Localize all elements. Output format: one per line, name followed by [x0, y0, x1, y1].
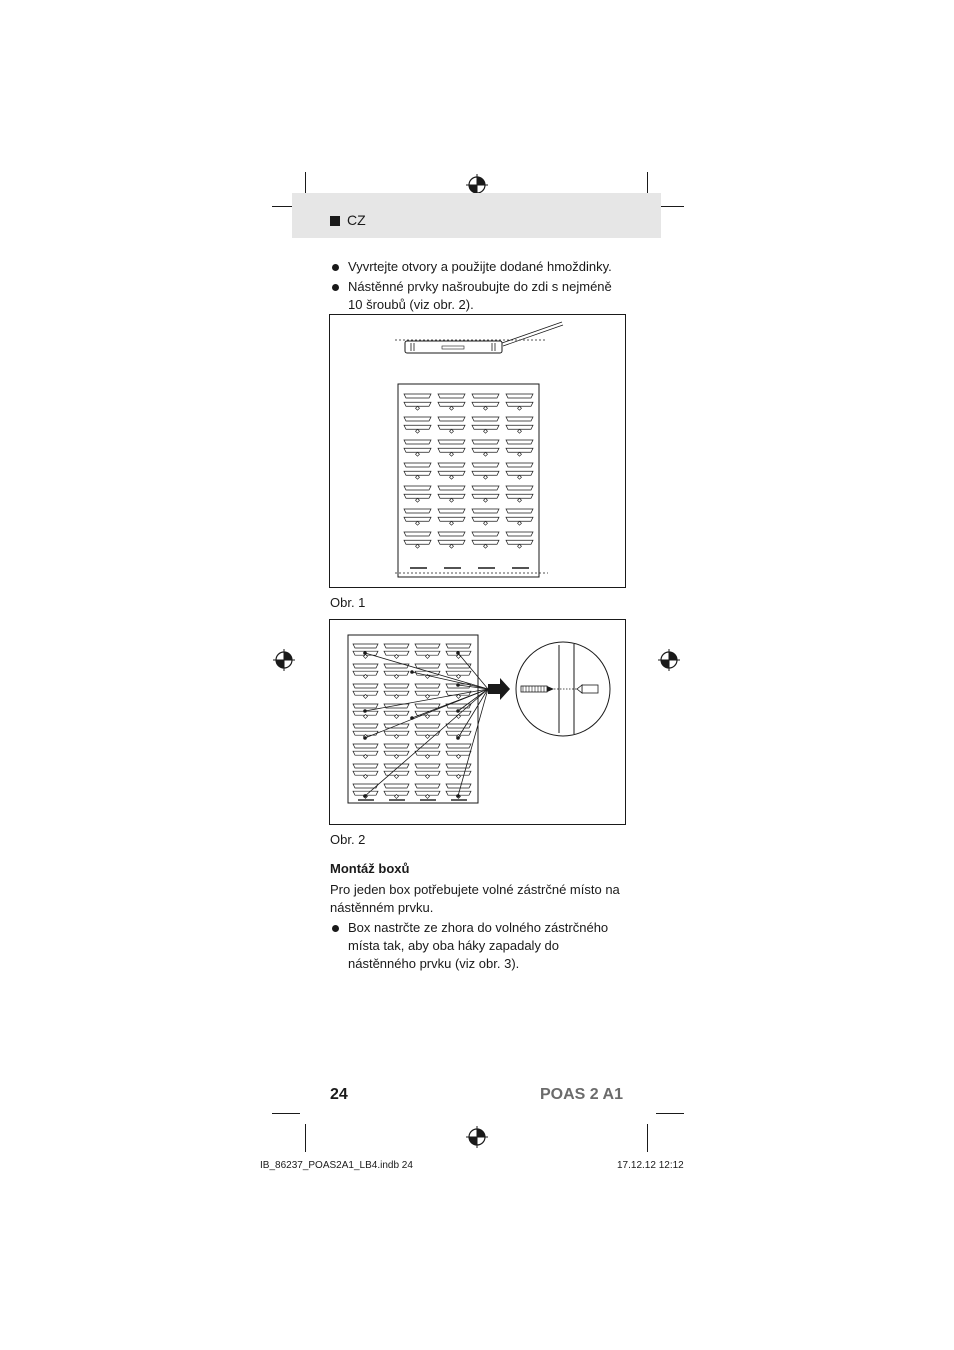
registration-mark-icon: [466, 1126, 488, 1148]
instruction-text: Vyvrtejte otvory a použijte dodané hmoždinky.: [348, 259, 612, 274]
bullet-icon: [332, 284, 339, 291]
crop-mark: [647, 1124, 648, 1152]
bullet-icon: [332, 925, 339, 932]
instruction-text: Box nastrčte ze zhora do volného zástrčného místa tak, aby oba háky zapadaly do nástěnného prvku (viz obr. 3).: [348, 920, 609, 971]
crop-mark: [272, 1113, 300, 1114]
instruction-item: [330, 278, 626, 314]
figure-1-caption: Obr. 1: [330, 595, 366, 610]
page-number: 24: [330, 1086, 348, 1103]
print-slug-datetime: 17.12.12 12:12: [617, 1160, 684, 1171]
figure-1-illustration: [330, 315, 625, 587]
crop-mark: [305, 1124, 306, 1152]
print-slug-file: IB_86237_POAS2A1_LB4.indb 24: [260, 1160, 413, 1171]
bullet-icon: [332, 264, 339, 271]
figure-2-illustration: [330, 620, 625, 824]
model-name: POAS 2 A1: [540, 1086, 623, 1103]
section-paragraph: Pro jeden box potřebujete volné zástrčné místo na nástěnném prvku.: [330, 882, 620, 915]
figure-2-caption: Obr. 2: [330, 832, 366, 847]
figure-1: [329, 314, 626, 588]
instruction-item: [330, 258, 626, 276]
instruction-text: Nástěnné prvky našroubujte do zdi s nejméně 10 šroubů (viz obr. 2).: [348, 279, 612, 312]
instruction-item: [330, 919, 626, 973]
registration-mark-icon: [658, 649, 680, 671]
figure-2: [329, 619, 626, 825]
section-heading: Montáž boxů: [330, 861, 410, 876]
language-code: CZ: [347, 212, 366, 228]
language-square-icon: [330, 216, 340, 226]
registration-mark-icon: [273, 649, 295, 671]
crop-mark: [656, 1113, 684, 1114]
